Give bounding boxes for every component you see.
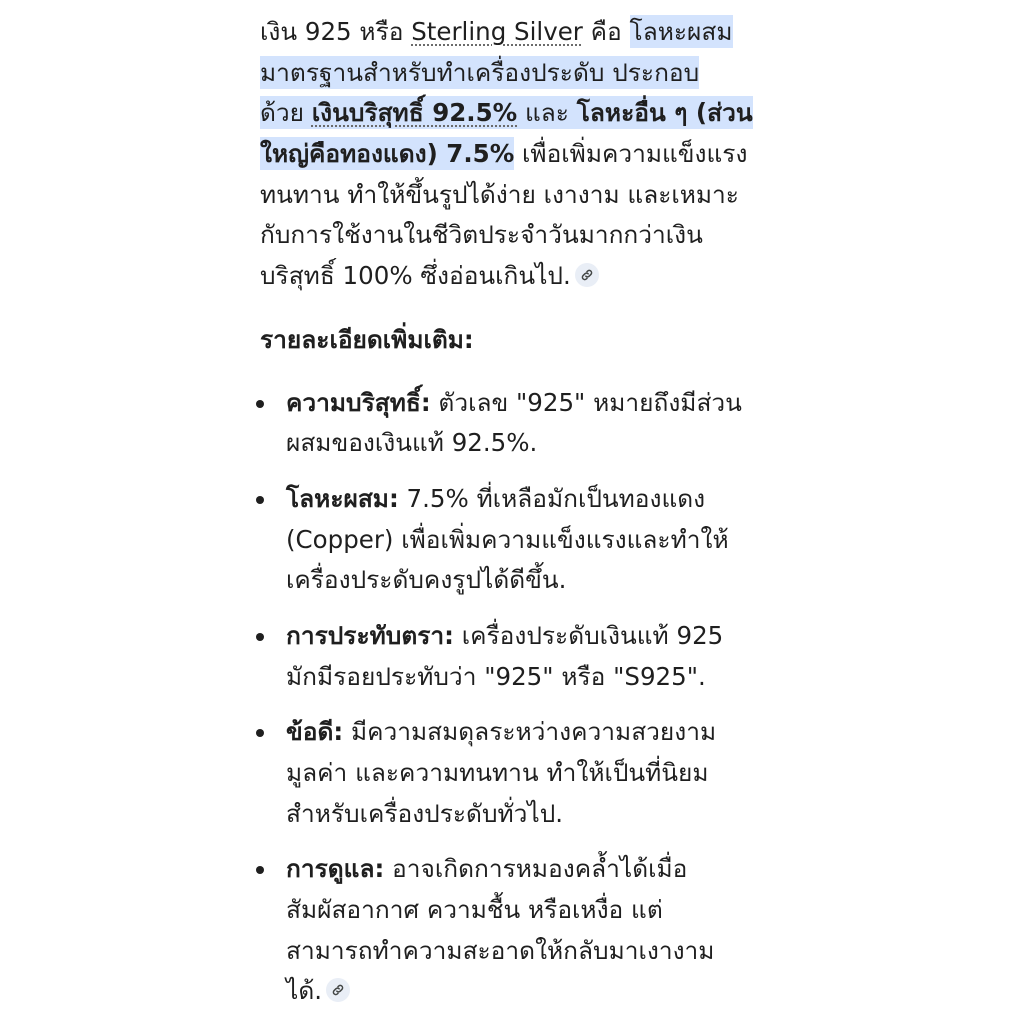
response-body	[260, 12, 800, 1012]
source-link-button[interactable]	[326, 978, 350, 1002]
intro-line-5: ทนทาน ทำให้ขึ้นรูปได้ง่าย เงางาม และเหมาะ	[260, 179, 739, 209]
intro-line-2	[260, 53, 800, 94]
intro-line-3	[260, 93, 800, 134]
intro-line-4: ใหญ่คือทองแดง) 7.5% เพื่อเพิ่มความแข็งแรง	[260, 139, 748, 169]
link-icon	[580, 268, 594, 282]
bullet-icon	[256, 633, 264, 641]
bullet-icon	[256, 400, 264, 408]
list-item: การดูแล: อาจเกิดการหมองคล้ำได้เมื่อ สัมผัสอากาศ ความชื้น หรือเหงื่อ แต่ สามารถทำความสะอาดให้กลับมาเงางาม ได้.	[260, 849, 800, 1012]
bullet-icon	[256, 496, 264, 504]
details-list	[260, 383, 800, 1013]
bullet-icon	[256, 729, 264, 737]
intro-line-6: กับการใช้งานในชีวิตประจำวันมากกว่าเงิน	[260, 220, 703, 250]
highlighted-text: ใหญ่คือทองแดง) 7.5%	[260, 139, 515, 169]
highlighted-text: มาตรฐานสำหรับทำเครื่องประดับ ประกอบ	[260, 57, 700, 87]
intro-line-1: เงิน 925 หรือ Sterling Silver คือ โลหะผสม	[260, 17, 733, 46]
highlighted-text: โลหะผสม	[629, 17, 733, 46]
link-icon	[331, 983, 345, 997]
source-link-button[interactable]	[575, 263, 599, 287]
list-item: ข้อดี: มีความสมดุลระหว่างความสวยงาม มูลค่า และความทนทาน ทำให้เป็นที่นิยม สำหรับเครื่องประดับทั่วไป.	[260, 712, 800, 834]
intro-paragraph	[260, 12, 800, 297]
glossary-term-pure-silver[interactable]: เงินบริสุทธิ์ 92.5%	[311, 98, 518, 128]
intro-line-7: บริสุทธิ์ 100% ซึ่งอ่อนเกินไป.	[260, 256, 800, 297]
list-item: การประทับตรา: เครื่องประดับเงินแท้ 925 มักมีรอยประทับว่า "925" หรือ "S925".	[260, 616, 800, 697]
glossary-term-sterling-silver[interactable]: Sterling Silver	[411, 17, 583, 46]
highlighted-text: ด้วย เงินบริสุทธิ์ 92.5% และ โลหะอื่น ๆ (ส่วน	[260, 98, 753, 128]
bullet-icon	[256, 866, 264, 874]
list-item: โลหะผสม: 7.5% ที่เหลือมักเป็นทองแดง (Copper) เพื่อเพิ่มความแข็งแรงและทำให้ เครื่องประดับคงรูปได้ดีขึ้น.	[260, 479, 800, 601]
details-heading: รายละเอียดเพิ่มเติม:	[260, 324, 474, 354]
list-item: ความบริสุทธิ์: ตัวเลข "925" หมายถึงมีส่วน ผสมของเงินแท้ 92.5%.	[260, 383, 800, 464]
